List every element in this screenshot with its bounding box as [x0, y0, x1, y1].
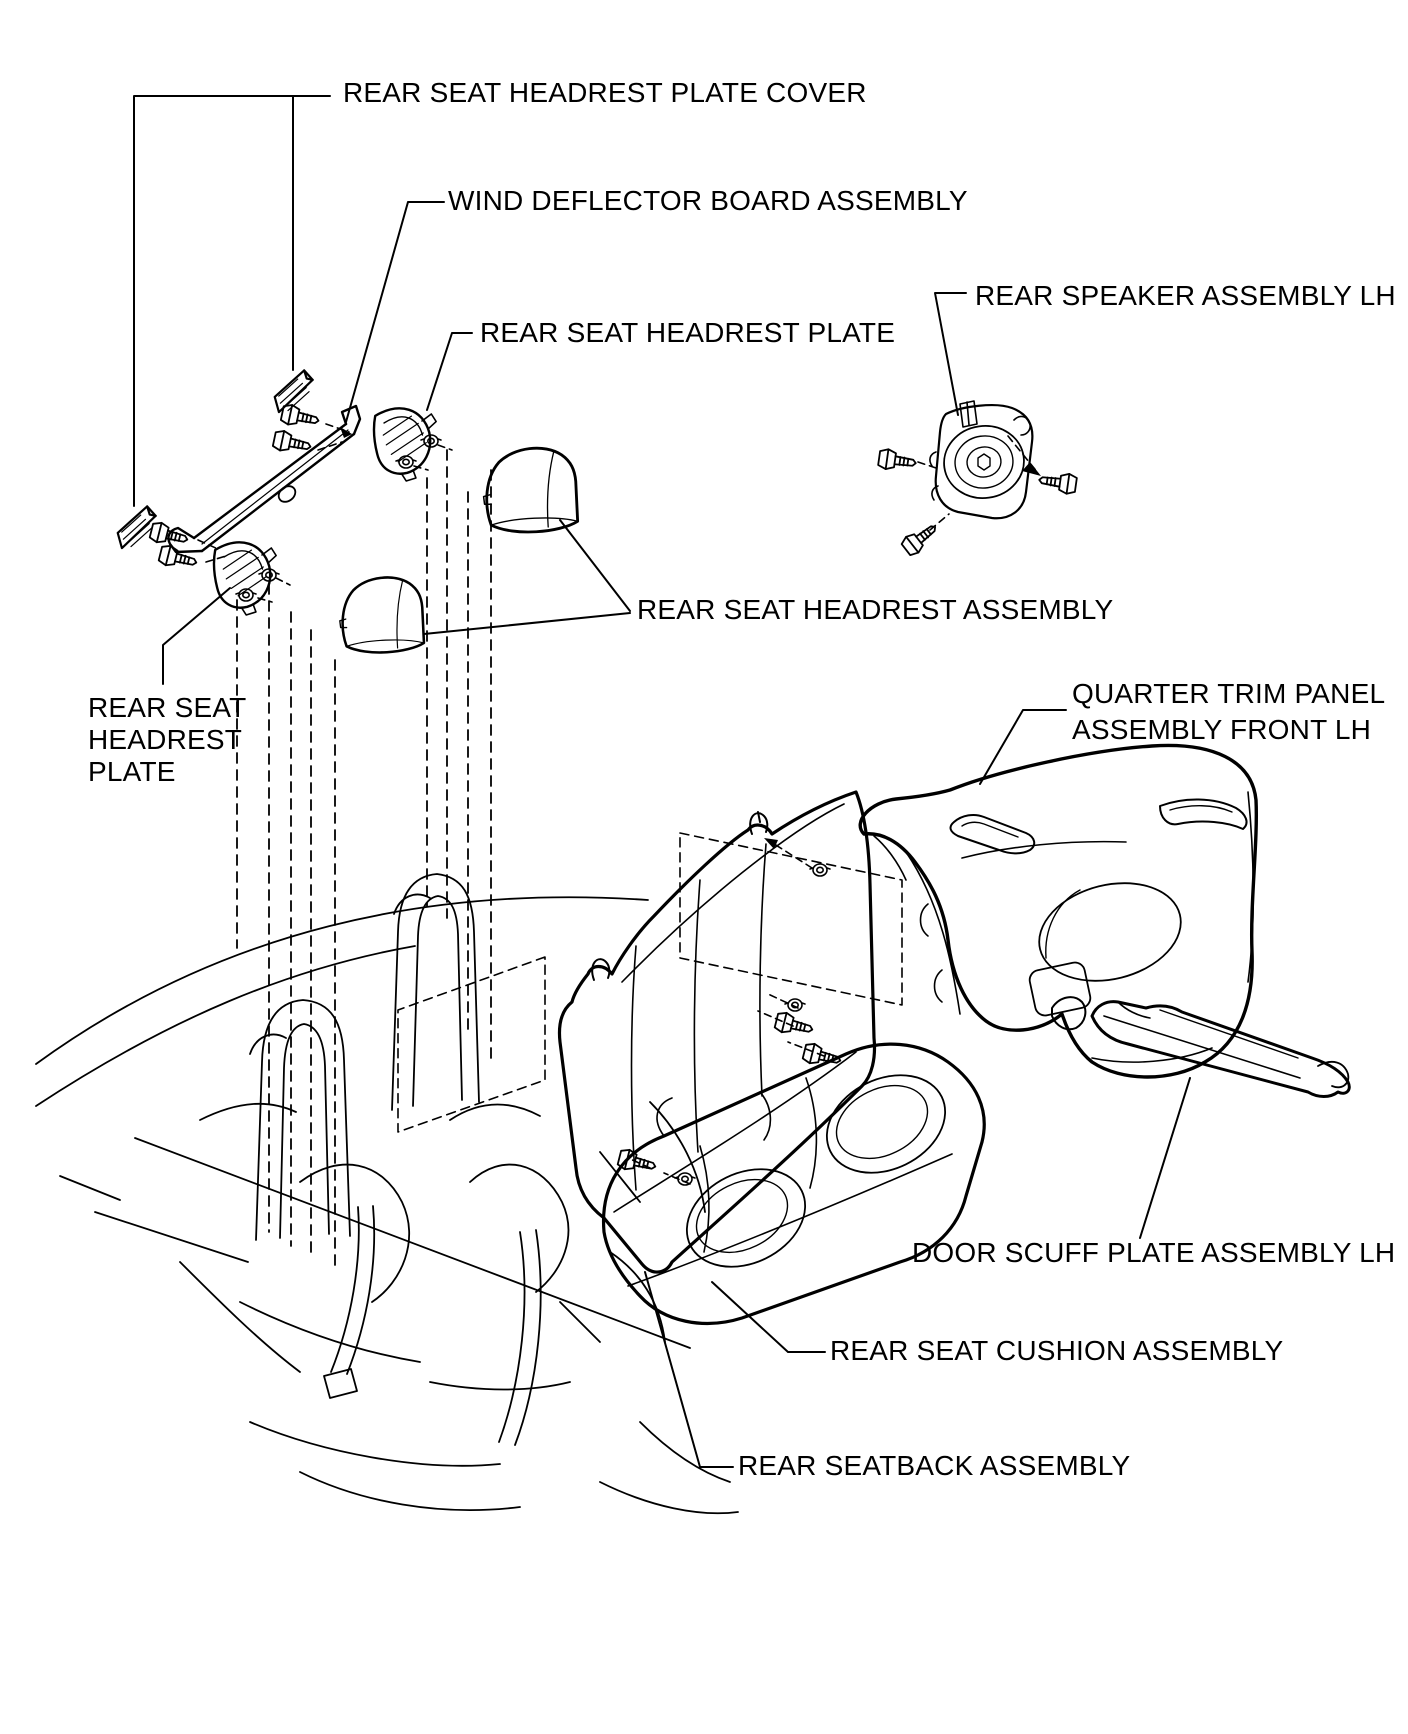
wind-deflector-board-drawing [168, 406, 360, 552]
label-quarter-trim-panel [1072, 676, 1385, 748]
label-wind-deflector-board: WIND DEFLECTOR BOARD ASSEMBLY [448, 185, 968, 216]
projection-plane-outlines [398, 833, 902, 1132]
headrest-plate-cover-left-drawing [117, 505, 156, 550]
quarter-trim-panel-drawing [860, 745, 1256, 1077]
label-headrest-plate-cover: REAR SEAT HEADREST PLATE COVER [343, 77, 867, 108]
headrest-right-drawing [484, 448, 578, 532]
rear-speaker-drawing [930, 401, 1032, 518]
label-headrest-plate-left-line1: REAR SEAT [88, 692, 247, 723]
leader-wind-deflector [346, 202, 444, 422]
label-seat-cushion: REAR SEAT CUSHION ASSEMBLY [830, 1335, 1284, 1366]
label-headrest-plate-left-line3: PLATE [88, 756, 176, 787]
label-headrest-plate: REAR SEAT HEADREST PLATE [480, 317, 896, 348]
headrest-plate-cover-top-drawing [274, 369, 313, 414]
label-rear-speaker: REAR SPEAKER ASSEMBLY LH [975, 280, 1396, 311]
label-headrest-assembly: REAR SEAT HEADREST ASSEMBLY [637, 594, 1114, 625]
headrest-left-drawing [340, 577, 424, 652]
assembly-dashed-lines [198, 424, 1038, 1184]
label-seatback: REAR SEATBACK ASSEMBLY [738, 1450, 1131, 1481]
leader-seatback [645, 1272, 733, 1467]
seat-cushion-drawing [604, 1044, 985, 1323]
label-headrest-plate-left-line2: HEADREST [88, 724, 243, 755]
car-body-sketch [36, 874, 738, 1513]
leader-headrest-plate [427, 333, 472, 410]
leader-quarter-trim [980, 710, 1066, 784]
leader-headrest-plate-left [163, 588, 230, 684]
leader-rear-speaker [935, 293, 966, 415]
label-door-scuff-plate: DOOR SCUFF PLATE ASSEMBLY LH [912, 1237, 1396, 1268]
leader-headrest-assembly [424, 520, 630, 634]
label-headrest-plate-left [88, 692, 246, 788]
leader-plate-cover [134, 96, 330, 506]
leader-door-scuff [1140, 1078, 1190, 1238]
seat-belt-right [499, 1230, 541, 1445]
headrest-plate-lower-drawing [212, 539, 282, 618]
seat-belt-left [331, 1206, 374, 1374]
label-quarter-trim-panel-line2: ASSEMBLY FRONT LH [1072, 714, 1372, 745]
fastener-bolts [149, 403, 1077, 1176]
label-quarter-trim-panel-line1: QUARTER TRIM PANEL [1072, 678, 1386, 709]
leader-seat-cushion [712, 1282, 825, 1352]
